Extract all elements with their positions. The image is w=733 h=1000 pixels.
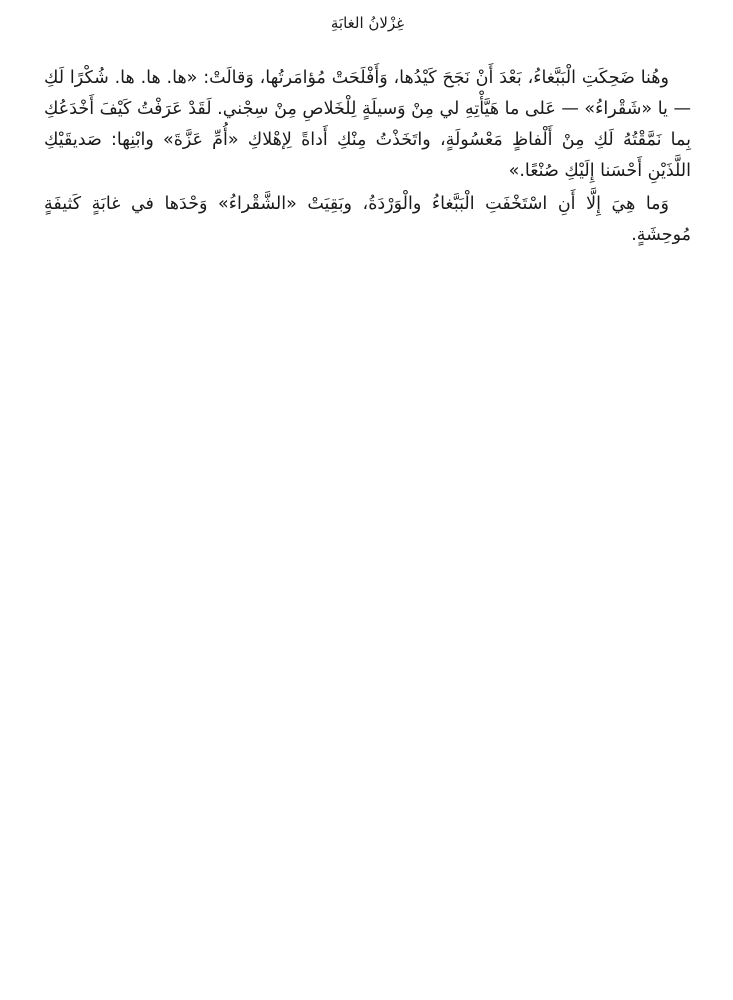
paragraph-2: وَما هِيَ إِلَّا أَنِ اسْتَخْفَتِ الْبَبَّغاءُ والْوَرْدَةُ، وبَقِيَتْ «الشَّقْراءُ» وَحْدَها في غابَةٍ كَثيفَةٍ مُوحِشَةٍ. <box>44 194 691 245</box>
paragraph-1: وهُنا ضَحِكَتِ الْبَبَّغاءُ، بَعْدَ أَنْ نَجَحَ كَيْدُها، وَأَفْلَحَتْ مُؤامَرتُها، وَقالَتْ: «ها. ها. ها. شُكْرًا لَكِ — يا «شَقْراءُ» — عَلى ما هَيَّأْتِهِ لي مِنْ وَسيلَةٍ لِلْخَلاصِ مِنْ سِجْني. لَقَدْ عَرَفْتُ كَيْفَ أَخْدَعُكِ بِما نَمَّقْتُهُ لَكِ مِنْ أَلْفاظٍ مَعْسُولَةٍ، واتَخَذْتُ مِنْكِ أَداةً لِإهْلاكِ «أُمِّ عَزَّةَ» وابْنِها: صَديقَيْكِ اللَّذَيْنِ أَحْسَنا إِلَيْكِ صُنْعًا.» <box>44 68 691 181</box>
running-header-title: غِزْلانُ الغابَةِ <box>330 14 405 32</box>
body-text <box>44 63 691 251</box>
